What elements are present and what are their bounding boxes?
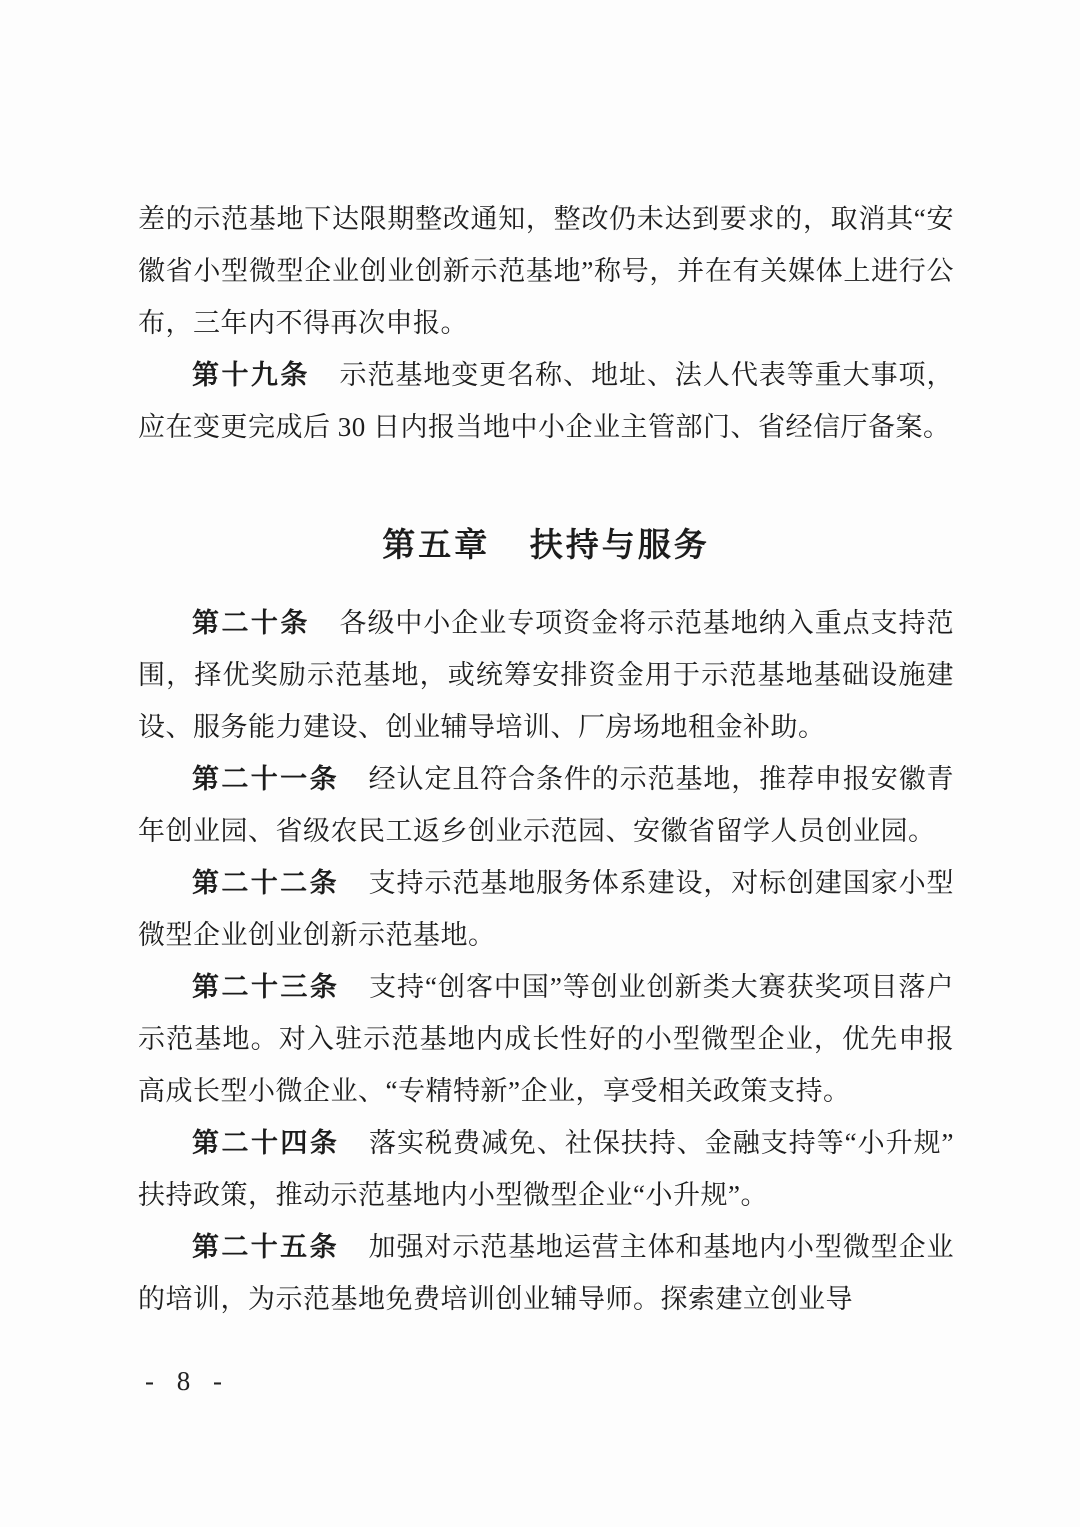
article-22-number: 第二十二条 [192,868,339,898]
article-22-text: 支持示范基地服务体系建设，对标创建国家小型微型企业创业创新示范基地。 [138,868,955,950]
article-24-number: 第二十四条 [192,1128,340,1158]
article-21 [138,753,954,857]
article-24 [138,1117,954,1221]
article-20 [138,597,954,753]
document-body [138,193,954,1325]
article-19 [138,349,954,453]
article-23 [138,961,954,1117]
chapter-heading [138,519,954,571]
article-21-text: 经认定且符合条件的示范基地，推荐申报安徽青年创业园、省级农民工返乡创业示范园、安徽省留学人员创业园。 [138,764,955,846]
article-23-number: 第二十三条 [192,972,340,1002]
article-24-text: 落实税费减免、社保扶持、金融支持等“小升规”扶持政策，推动示范基地内小型微型企业“小升规”。 [138,1128,954,1210]
article-20-number: 第二十条 [192,608,310,638]
article-22 [138,857,954,961]
article-20-text: 各级中小企业专项资金将示范基地纳入重点支持范围，择优奖励示范基地，或统筹安排资金用于示范基地基础设施建设、服务能力建设、创业辅导培训、厂房场地租金补助。 [138,608,955,742]
article-21-number: 第二十一条 [192,764,339,794]
article-19-number: 第十九条 [192,360,310,390]
page-number: - 8 - [145,1366,230,1396]
article-25-number: 第二十五条 [192,1232,339,1262]
chapter-number: 第五章 [382,526,491,563]
article-19-text: 示范基地变更名称、地址、法人代表等重大事项，应在变更完成后 30 日内报当地中小企业主管部门、省经信厅备案。 [138,360,955,442]
article-25 [138,1221,954,1325]
article-25-text: 加强对示范基地运营主体和基地内小型微型企业的培训，为示范基地免费培训创业辅导师。探索建立创业导 [138,1232,955,1314]
paragraph-continuation: 差的示范基地下达限期整改通知，整改仍未达到要求的，取消其“安徽省小型微型企业创业创新示范基地”称号，并在有关媒体上进行公布，三年内不得再次申报。 [138,204,954,338]
article-23-text: 支持“创客中国”等创业创新类大赛获奖项目落户示范基地。对入驻示范基地内成长性好的小型微型企业，优先申报高成长型小微企业、“专精特新”企业，享受相关政策支持。 [138,972,954,1106]
chapter-title: 扶持与服务 [529,526,710,563]
